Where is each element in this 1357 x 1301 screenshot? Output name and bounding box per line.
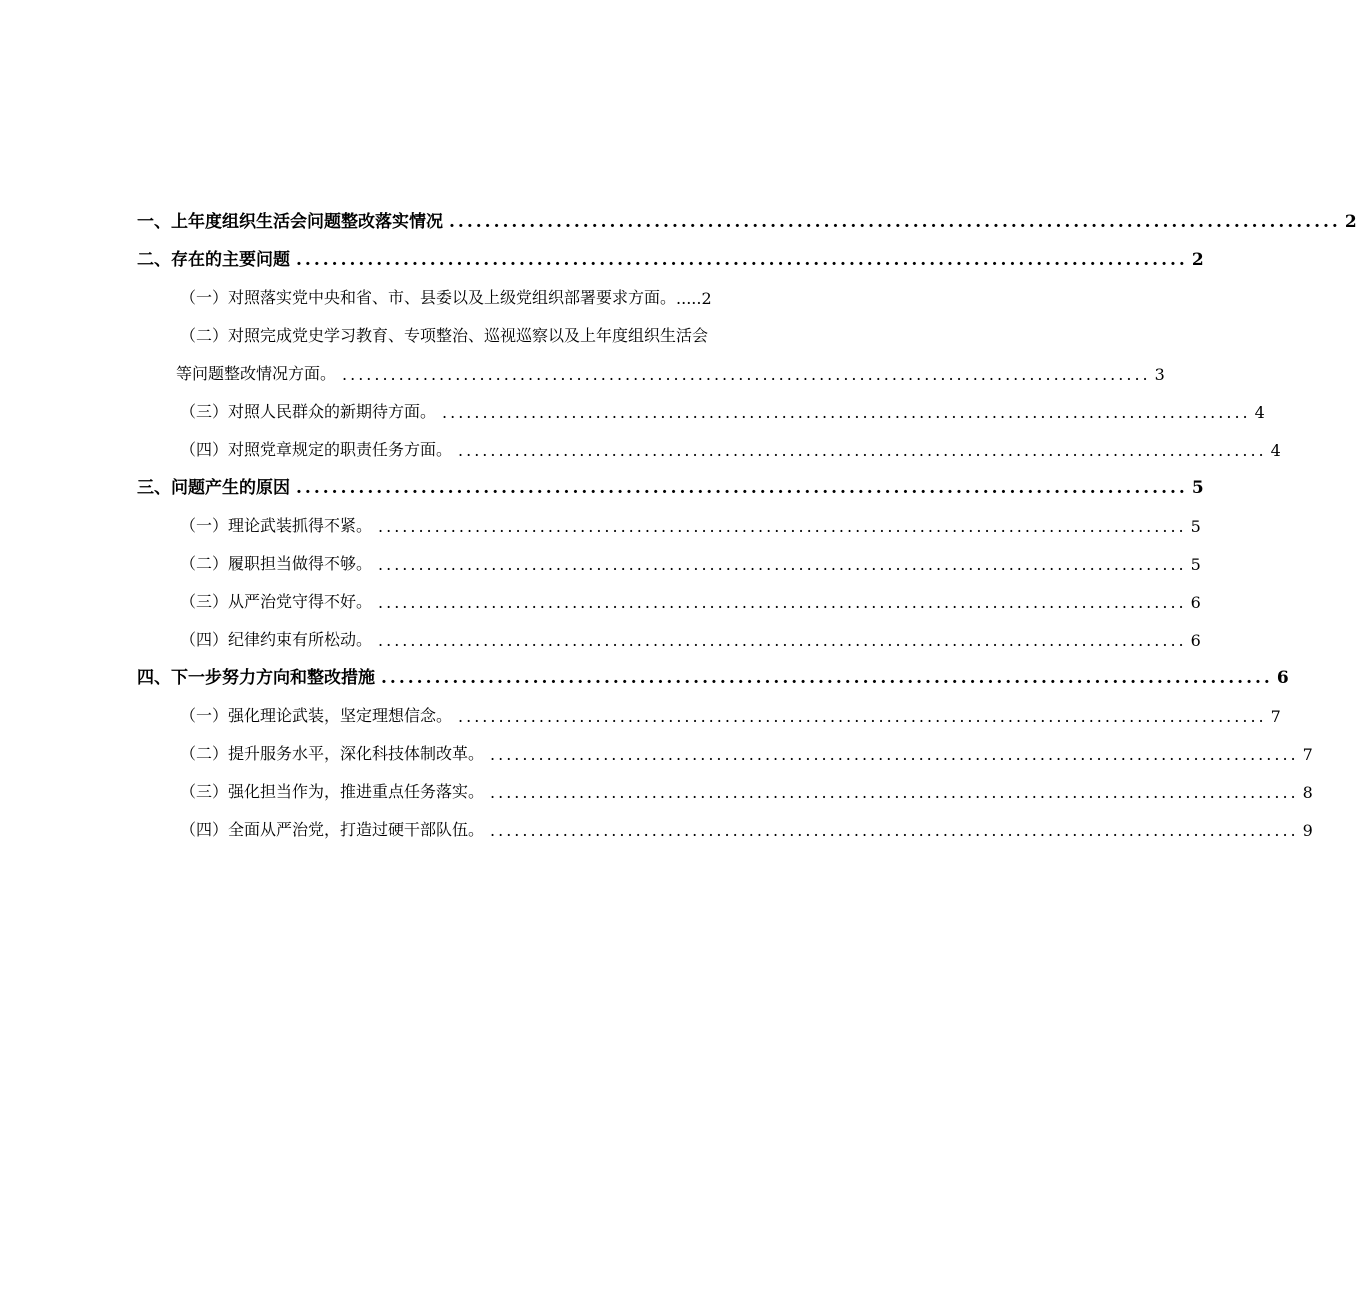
toc-entry-title: 四、下一步努力方向和整改措施 (137, 668, 375, 688)
toc-entry-title: 一、上年度组织生活会问题整改落实情况 (137, 212, 443, 232)
toc-entry-title: 等问题整改情况方面。 (176, 364, 337, 383)
toc-entry[interactable] (180, 808, 1313, 846)
toc-page-number: 5 (1190, 517, 1201, 536)
toc-leader-dots: .................................................................................................... (458, 441, 1267, 460)
toc-leader-dots: .................................................................................................... (296, 250, 1188, 270)
toc-entry[interactable] (137, 656, 1289, 694)
toc-entry-title: （二）履职担当做得不够。 (180, 554, 373, 573)
toc-entry-title: （一）理论武装抓得不紧。 (180, 516, 373, 535)
toc-leader-dots: .................................................................................................... (490, 783, 1299, 802)
toc-entry[interactable] (137, 238, 1204, 276)
toc-entry-title: （一）强化理论武装，坚定理想信念。 (180, 706, 453, 725)
toc-leader-dots: .................................................................................................... (490, 821, 1299, 840)
toc-entry-title: （一）对照落实党中央和省、市、县委以及上级党组织部署要求方面。 (180, 288, 677, 307)
toc-entry[interactable] (180, 580, 1201, 618)
toc-entry[interactable] (180, 732, 1313, 770)
toc-entry[interactable] (137, 200, 1357, 238)
toc-leader-dots: .................................................................................................... (296, 478, 1188, 498)
toc-page-number: 8 (1302, 783, 1313, 802)
toc-entry[interactable] (180, 618, 1201, 656)
toc-page-number: 2 (1191, 250, 1204, 270)
toc-page-number: 2 (701, 289, 712, 308)
toc-leader-dots: .................................................................................................... (381, 668, 1273, 688)
toc-entry[interactable] (180, 390, 1265, 428)
toc-leader-dots: .................................................................................................... (378, 593, 1187, 612)
toc-entry[interactable] (180, 428, 1281, 466)
toc-entry[interactable] (180, 276, 780, 314)
toc-leader-dots: .................................................................................................... (442, 403, 1251, 422)
toc-page-number: 6 (1190, 593, 1201, 612)
toc-entry-title: （四）全面从严治党，打造过硬干部队伍。 (180, 820, 485, 839)
table-of-contents (0, 200, 1357, 846)
toc-page-number: 6 (1190, 631, 1201, 650)
toc-leader-dots: .................................................................................................... (378, 517, 1187, 536)
toc-page-number: 7 (1270, 707, 1281, 726)
toc-page-number: 5 (1191, 478, 1204, 498)
toc-page-number: 4 (1254, 403, 1265, 422)
toc-entry[interactable] (180, 694, 1281, 732)
toc-page-number: 2 (1344, 212, 1357, 232)
toc-entry-title: （四）纪律约束有所松动。 (180, 630, 373, 649)
toc-entry-title: （二）对照完成党史学习教育、专项整治、巡视巡察以及上年度组织生活会 (180, 326, 709, 345)
toc-leader-dots: .................................................................................................... (342, 365, 1151, 384)
toc-leader-dots: .................................................................................................... (458, 707, 1267, 726)
toc-entry[interactable] (180, 770, 1313, 808)
toc-entry-title: 三、问题产生的原因 (137, 478, 290, 498)
toc-page-number: 6 (1276, 668, 1289, 688)
toc-page-number: 3 (1154, 365, 1165, 384)
toc-page-number: 5 (1190, 555, 1201, 574)
toc-entry-title: （三）对照人民群众的新期待方面。 (180, 402, 437, 421)
toc-page-number: 9 (1302, 821, 1313, 840)
toc-leader-dots: ..... (676, 289, 702, 308)
toc-entry[interactable] (180, 504, 1201, 542)
toc-leader-dots: .................................................................................................... (449, 212, 1341, 232)
toc-entry-title: （三）从严治党守得不好。 (180, 592, 373, 611)
toc-leader-dots: .................................................................................................... (490, 745, 1299, 764)
toc-entry-title: （三）强化担当作为，推进重点任务落实。 (180, 782, 485, 801)
toc-entry-continuation[interactable] (176, 352, 1165, 390)
toc-entry[interactable] (137, 466, 1204, 504)
toc-page-number: 4 (1270, 441, 1281, 460)
toc-entry[interactable] (180, 314, 780, 352)
toc-entry-title: （四）对照党章规定的职责任务方面。 (180, 440, 453, 459)
toc-page-number: 7 (1302, 745, 1313, 764)
toc-entry-title: 二、存在的主要问题 (137, 250, 290, 270)
toc-leader-dots: .................................................................................................... (378, 555, 1187, 574)
toc-entry-title: （二）提升服务水平，深化科技体制改革。 (180, 744, 485, 763)
toc-leader-dots: .................................................................................................... (378, 631, 1187, 650)
toc-entry[interactable] (180, 542, 1201, 580)
